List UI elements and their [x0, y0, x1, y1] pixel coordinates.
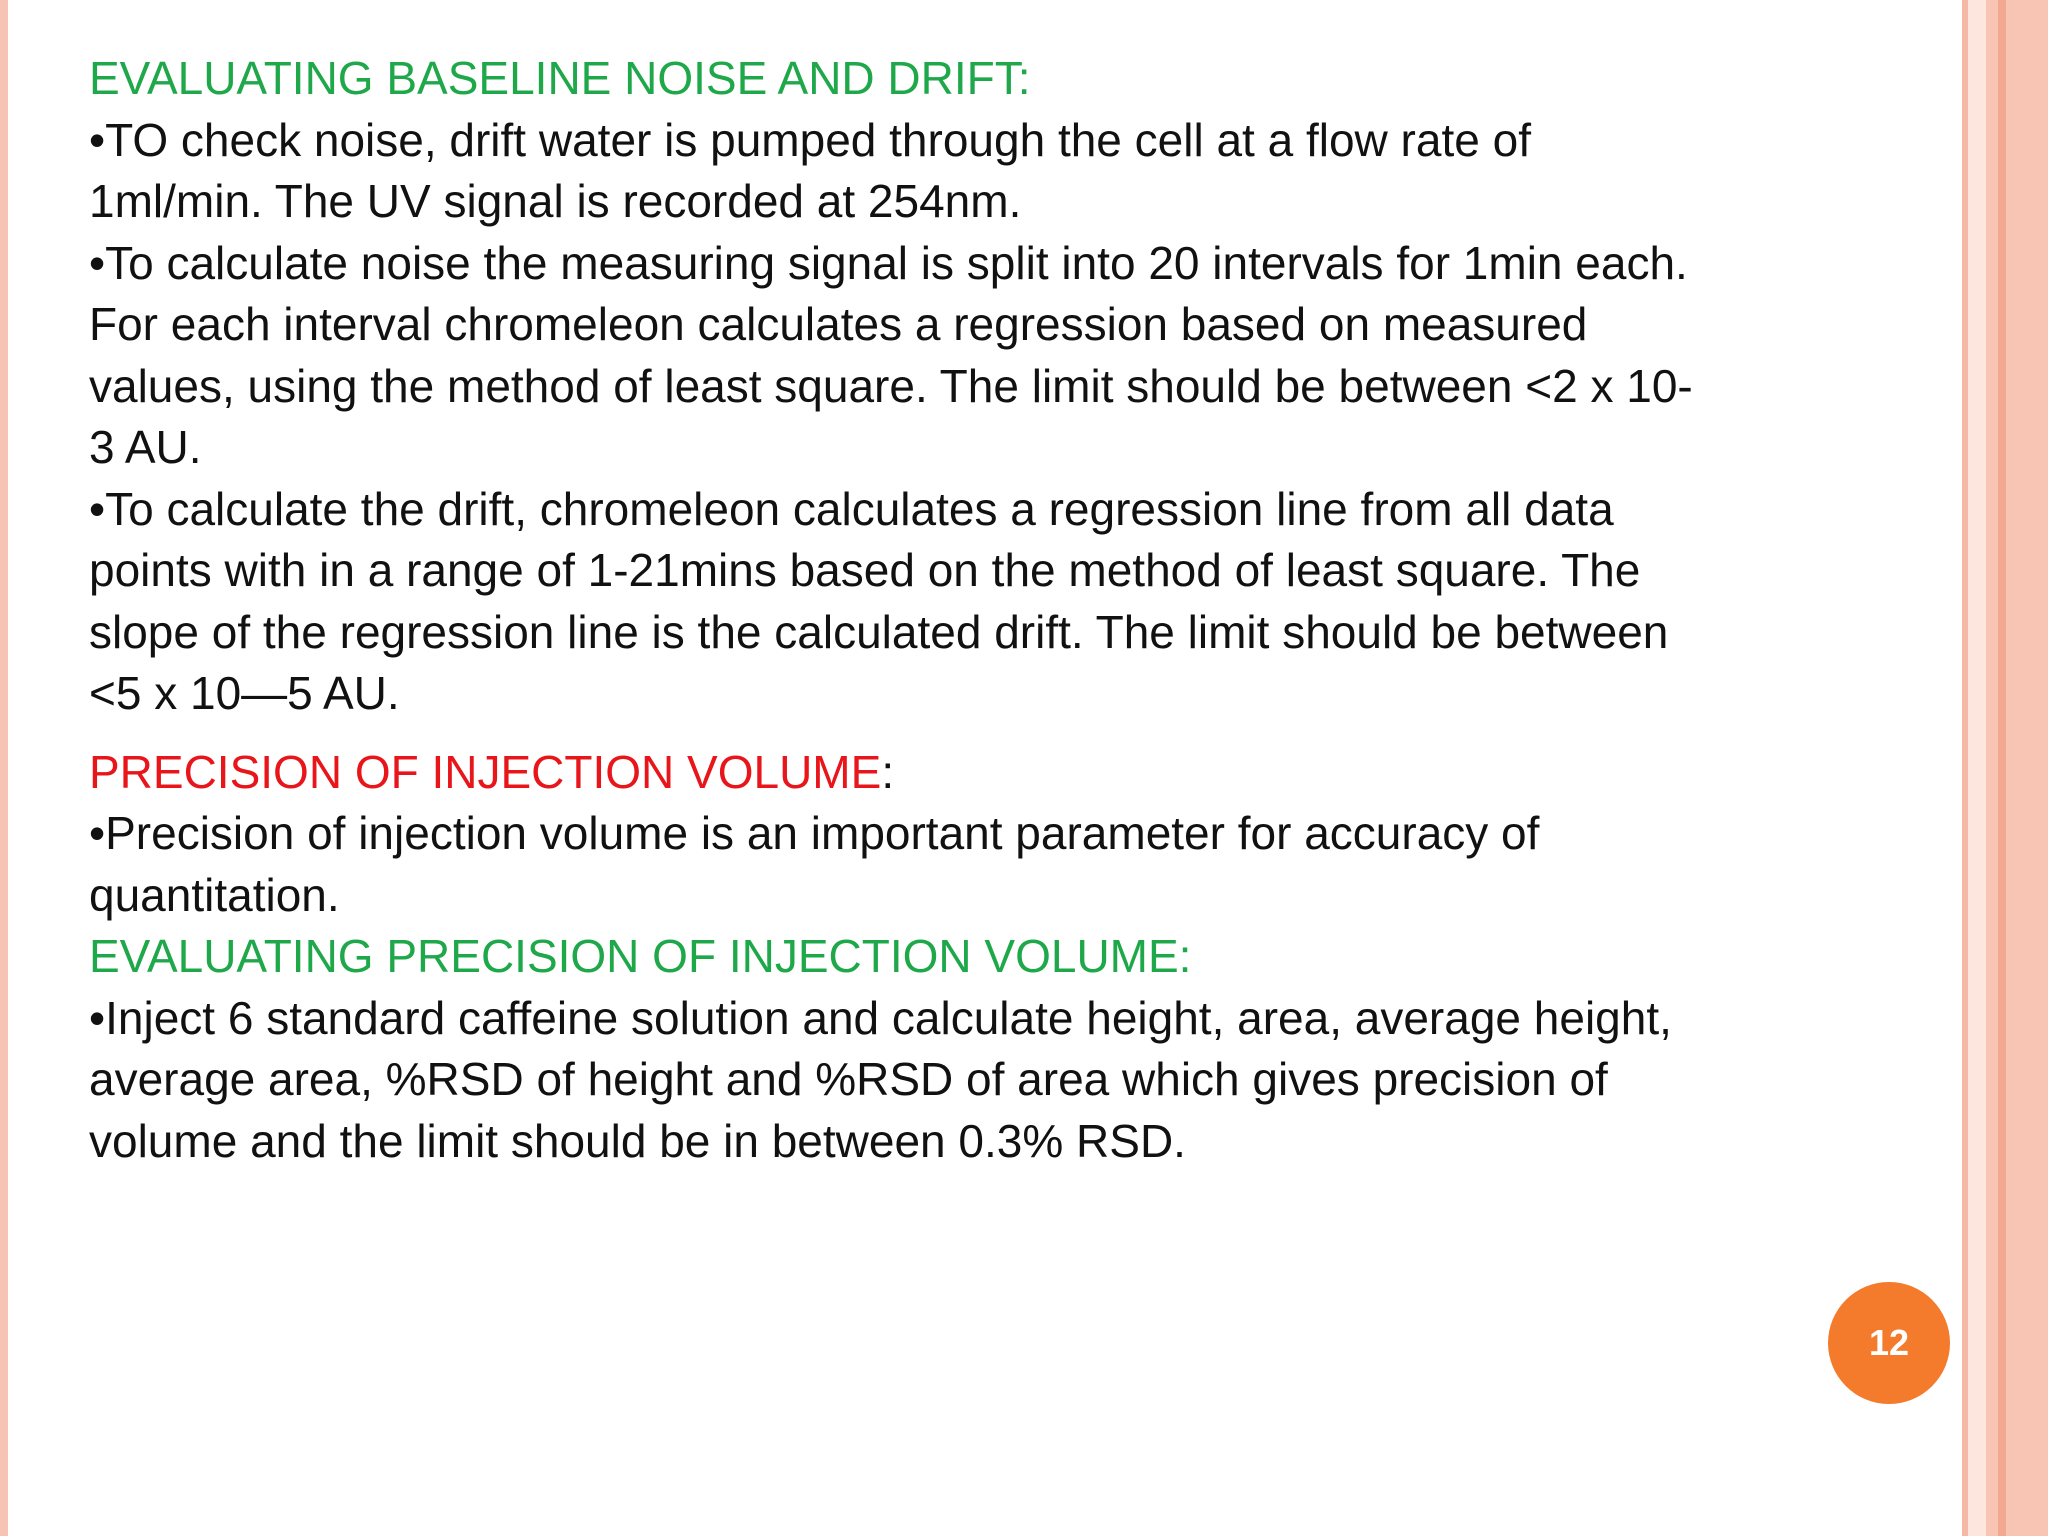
body-line: 1ml/min. The UV signal is recorded at 254nm. [89, 175, 1022, 227]
right-stripe-decoration [1968, 0, 1986, 1536]
body-line: points with in a range of 1-21mins based on the method of least square. The [89, 544, 1641, 596]
body-line: •TO check noise, drift water is pumped through the cell at a flow rate of [89, 113, 1531, 166]
body-line: values, using the method of least square. The limit should be between <2 x 10- [89, 359, 1693, 412]
body-line: For each interval chromeleon calculates a regression based on measured [89, 298, 1588, 350]
baseline-noise-heading: EVALUATING BASELINE NOISE AND DRIFT: [89, 52, 1031, 104]
body-line: •Inject 6 standard caffeine solution and calculate height, area, average height, [89, 991, 1672, 1044]
right-stripe-decoration [1998, 0, 2006, 1536]
body-line: •To calculate the drift, chromeleon calculates a regression line from all data [89, 482, 1614, 535]
body-line: <5 x 10—5 AU. [89, 667, 400, 719]
evaluating-precision-heading: EVALUATING PRECISION OF INJECTION VOLUME: [89, 930, 1192, 982]
body-line: quantitation. [89, 868, 340, 921]
body-line: volume and the limit should be in between 0.3% RSD. [89, 1114, 1186, 1167]
body-line: •Precision of injection volume is an important parameter for accuracy of [89, 807, 1540, 859]
body-line: •To calculate noise the measuring signal is split into 20 intervals for 1min each. [89, 236, 1688, 289]
right-stripe-decoration [1986, 0, 2048, 1536]
page-number-badge: 12 [1828, 1282, 1950, 1404]
body-line: 3 AU. [89, 421, 202, 473]
body-line: slope of the regression line is the calculated drift. The limit should be between [89, 605, 1669, 658]
left-border-decoration [0, 0, 8, 1536]
section-spacer [89, 725, 1939, 742]
slide-body [89, 48, 1939, 1172]
precision-heading: PRECISION OF INJECTION VOLUME [89, 745, 882, 798]
precision-heading-line [89, 742, 1939, 804]
body-line: average area, %RSD of height and %RSD of area which gives precision of [89, 1053, 1608, 1105]
precision-heading-colon: : [881, 745, 895, 798]
